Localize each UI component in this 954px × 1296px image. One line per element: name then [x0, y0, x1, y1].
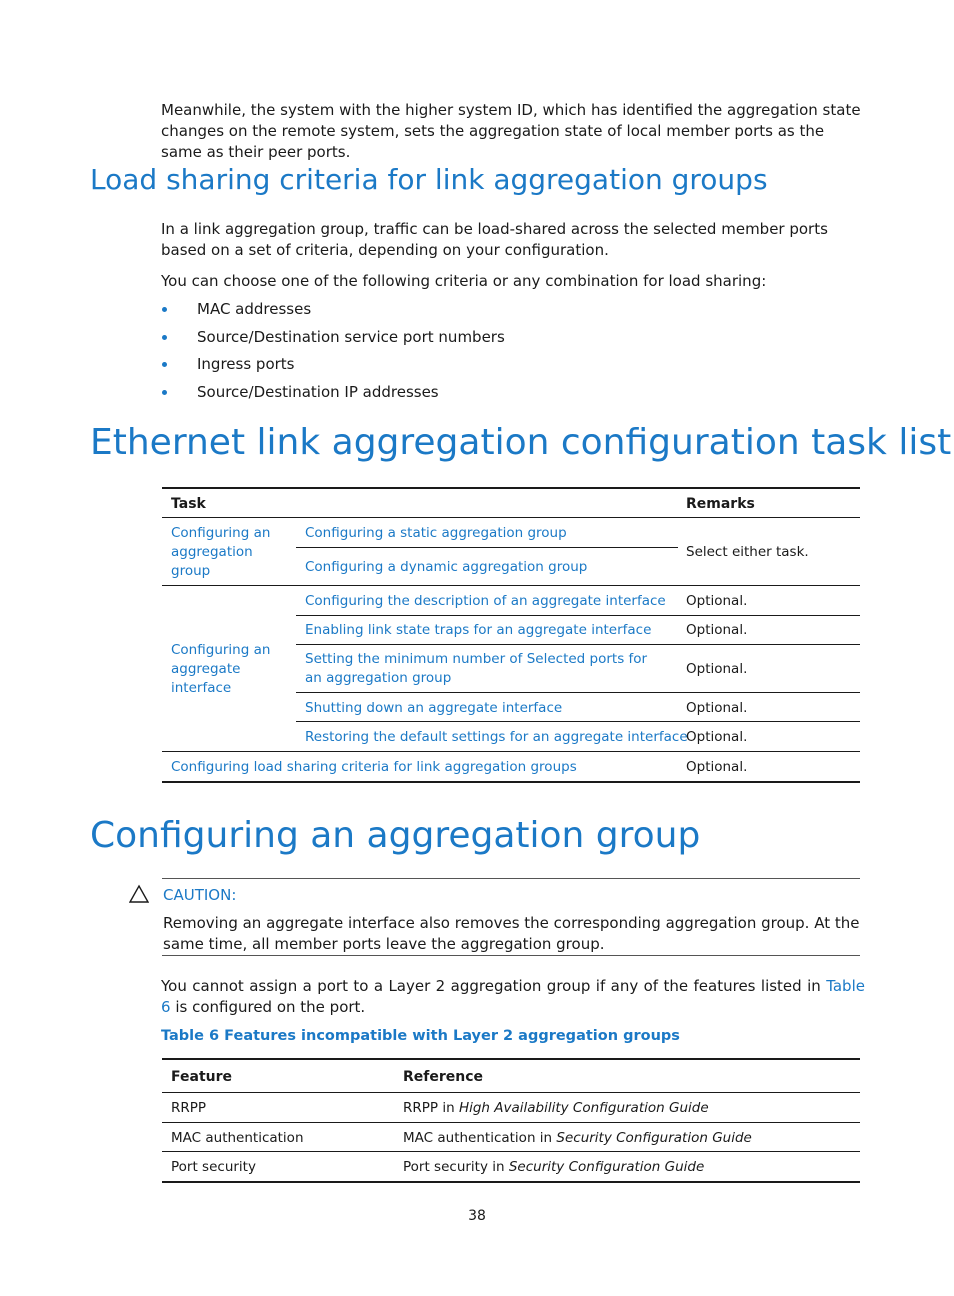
bullet-dot-icon	[162, 390, 167, 395]
table-header-remarks: Remarks	[686, 496, 755, 512]
task-link[interactable]: Configuring load sharing criteria for link aggregation groups	[171, 759, 577, 775]
task-remark: Optional.	[686, 700, 748, 716]
table-cell-reference	[403, 1158, 704, 1177]
table-rule	[162, 1058, 860, 1060]
section-heading-task-list: Ethernet link aggregation configuration task list	[90, 422, 952, 463]
table-caption: Table 6 Features incompatible with Layer 2 aggregation groups	[161, 1028, 680, 1044]
load-sharing-paragraph-1: In a link aggregation group, traffic can be load-shared across the selected member ports based on a set of criteria, depending on your configuration.	[161, 220, 828, 259]
bullet-dot-icon	[162, 362, 167, 367]
table-rule	[162, 751, 860, 752]
table-cell-reference	[403, 1129, 752, 1148]
table-rule	[162, 585, 860, 586]
table-rule	[296, 547, 678, 548]
caution-rule-top	[162, 878, 860, 879]
reference-guide: Security Configuration Guide	[508, 1159, 705, 1175]
incompatibility-paragraph	[161, 976, 865, 1018]
reference-prefix: Port security in	[403, 1159, 505, 1175]
section-heading-config-group: Configuring an aggregation group	[90, 815, 701, 856]
reference-guide: Security Configuration Guide	[556, 1130, 752, 1146]
paragraph-text: is configured on the port.	[175, 998, 366, 1016]
reference-prefix: MAC authentication in	[403, 1130, 553, 1146]
warning-triangle-icon	[129, 884, 149, 904]
table-cell-feature: Port security	[171, 1159, 256, 1175]
intro-paragraph: Meanwhile, the system with the higher system ID, which has identified the aggregation state changes on the remote system, sets the aggregation state of local member ports as the same as their peer ports.	[161, 101, 861, 161]
table-rule	[162, 1092, 860, 1093]
list-item-text: Ingress ports	[197, 355, 295, 373]
caution-rule-bottom	[162, 955, 860, 956]
load-sharing-paragraph-2: You can choose one of the following criteria or any combination for load sharing:	[161, 272, 767, 290]
paragraph-text: You cannot assign a port to a Layer 2 aggregation group if any of the features listed in	[161, 977, 821, 995]
table-6-link[interactable]: Table 6	[161, 977, 865, 1016]
table-rule	[162, 1122, 860, 1123]
task-link[interactable]: Configuring the description of an aggregate interface	[305, 593, 666, 609]
task-link[interactable]: Configuring a static aggregation group	[305, 525, 567, 541]
table-rule	[296, 692, 860, 693]
task-group-link[interactable]: Configuring an aggregate interface	[171, 642, 271, 696]
task-remark: Optional.	[686, 729, 748, 745]
reference-prefix: RRPP in	[403, 1100, 455, 1116]
section-heading-load-sharing: Load sharing criteria for link aggregation groups	[90, 163, 768, 196]
task-remark: Select either task.	[686, 544, 809, 560]
page-number: 38	[468, 1208, 486, 1224]
task-remark: Optional.	[686, 593, 748, 609]
table-header-feature: Feature	[171, 1069, 232, 1085]
bullet-dot-icon	[162, 335, 167, 340]
list-item-text: MAC addresses	[197, 300, 312, 318]
task-link[interactable]: Setting the minimum number of Selected ports for an aggregation group	[305, 651, 648, 686]
table-cell-feature: MAC authentication	[171, 1130, 304, 1146]
task-remark: Optional.	[686, 759, 748, 775]
table-rule	[162, 487, 860, 489]
table-rule	[162, 781, 860, 783]
table-cell-reference	[403, 1099, 709, 1118]
task-link[interactable]: Enabling link state traps for an aggregate interface	[305, 622, 652, 638]
table-rule	[296, 721, 860, 722]
reference-guide: High Availability Configuration Guide	[458, 1100, 709, 1116]
table-rule	[162, 1151, 860, 1152]
table-header-reference: Reference	[403, 1069, 484, 1085]
task-group-link[interactable]: Configuring an aggregation group	[171, 525, 271, 579]
list-item-text: Source/Destination IP addresses	[197, 383, 439, 401]
table-rule	[162, 517, 860, 518]
task-link[interactable]: Configuring a dynamic aggregation group	[305, 559, 588, 575]
task-remark: Optional.	[686, 661, 748, 677]
task-link[interactable]: Restoring the default settings for an aggregate interface	[305, 729, 688, 745]
table-cell-feature: RRPP	[171, 1100, 207, 1116]
caution-text: Removing an aggregate interface also removes the corresponding aggregation group. At the same time, all member ports leave the aggregation group.	[163, 914, 860, 953]
caution-label: CAUTION:	[163, 886, 237, 904]
task-remark: Optional.	[686, 622, 748, 638]
table-rule	[296, 615, 860, 616]
bullet-dot-icon	[162, 307, 167, 312]
table-header-task: Task	[171, 496, 206, 512]
list-item-text: Source/Destination service port numbers	[197, 328, 505, 346]
table-rule	[162, 1181, 860, 1183]
task-link[interactable]: Shutting down an aggregate interface	[305, 700, 563, 716]
table-rule	[296, 644, 860, 645]
